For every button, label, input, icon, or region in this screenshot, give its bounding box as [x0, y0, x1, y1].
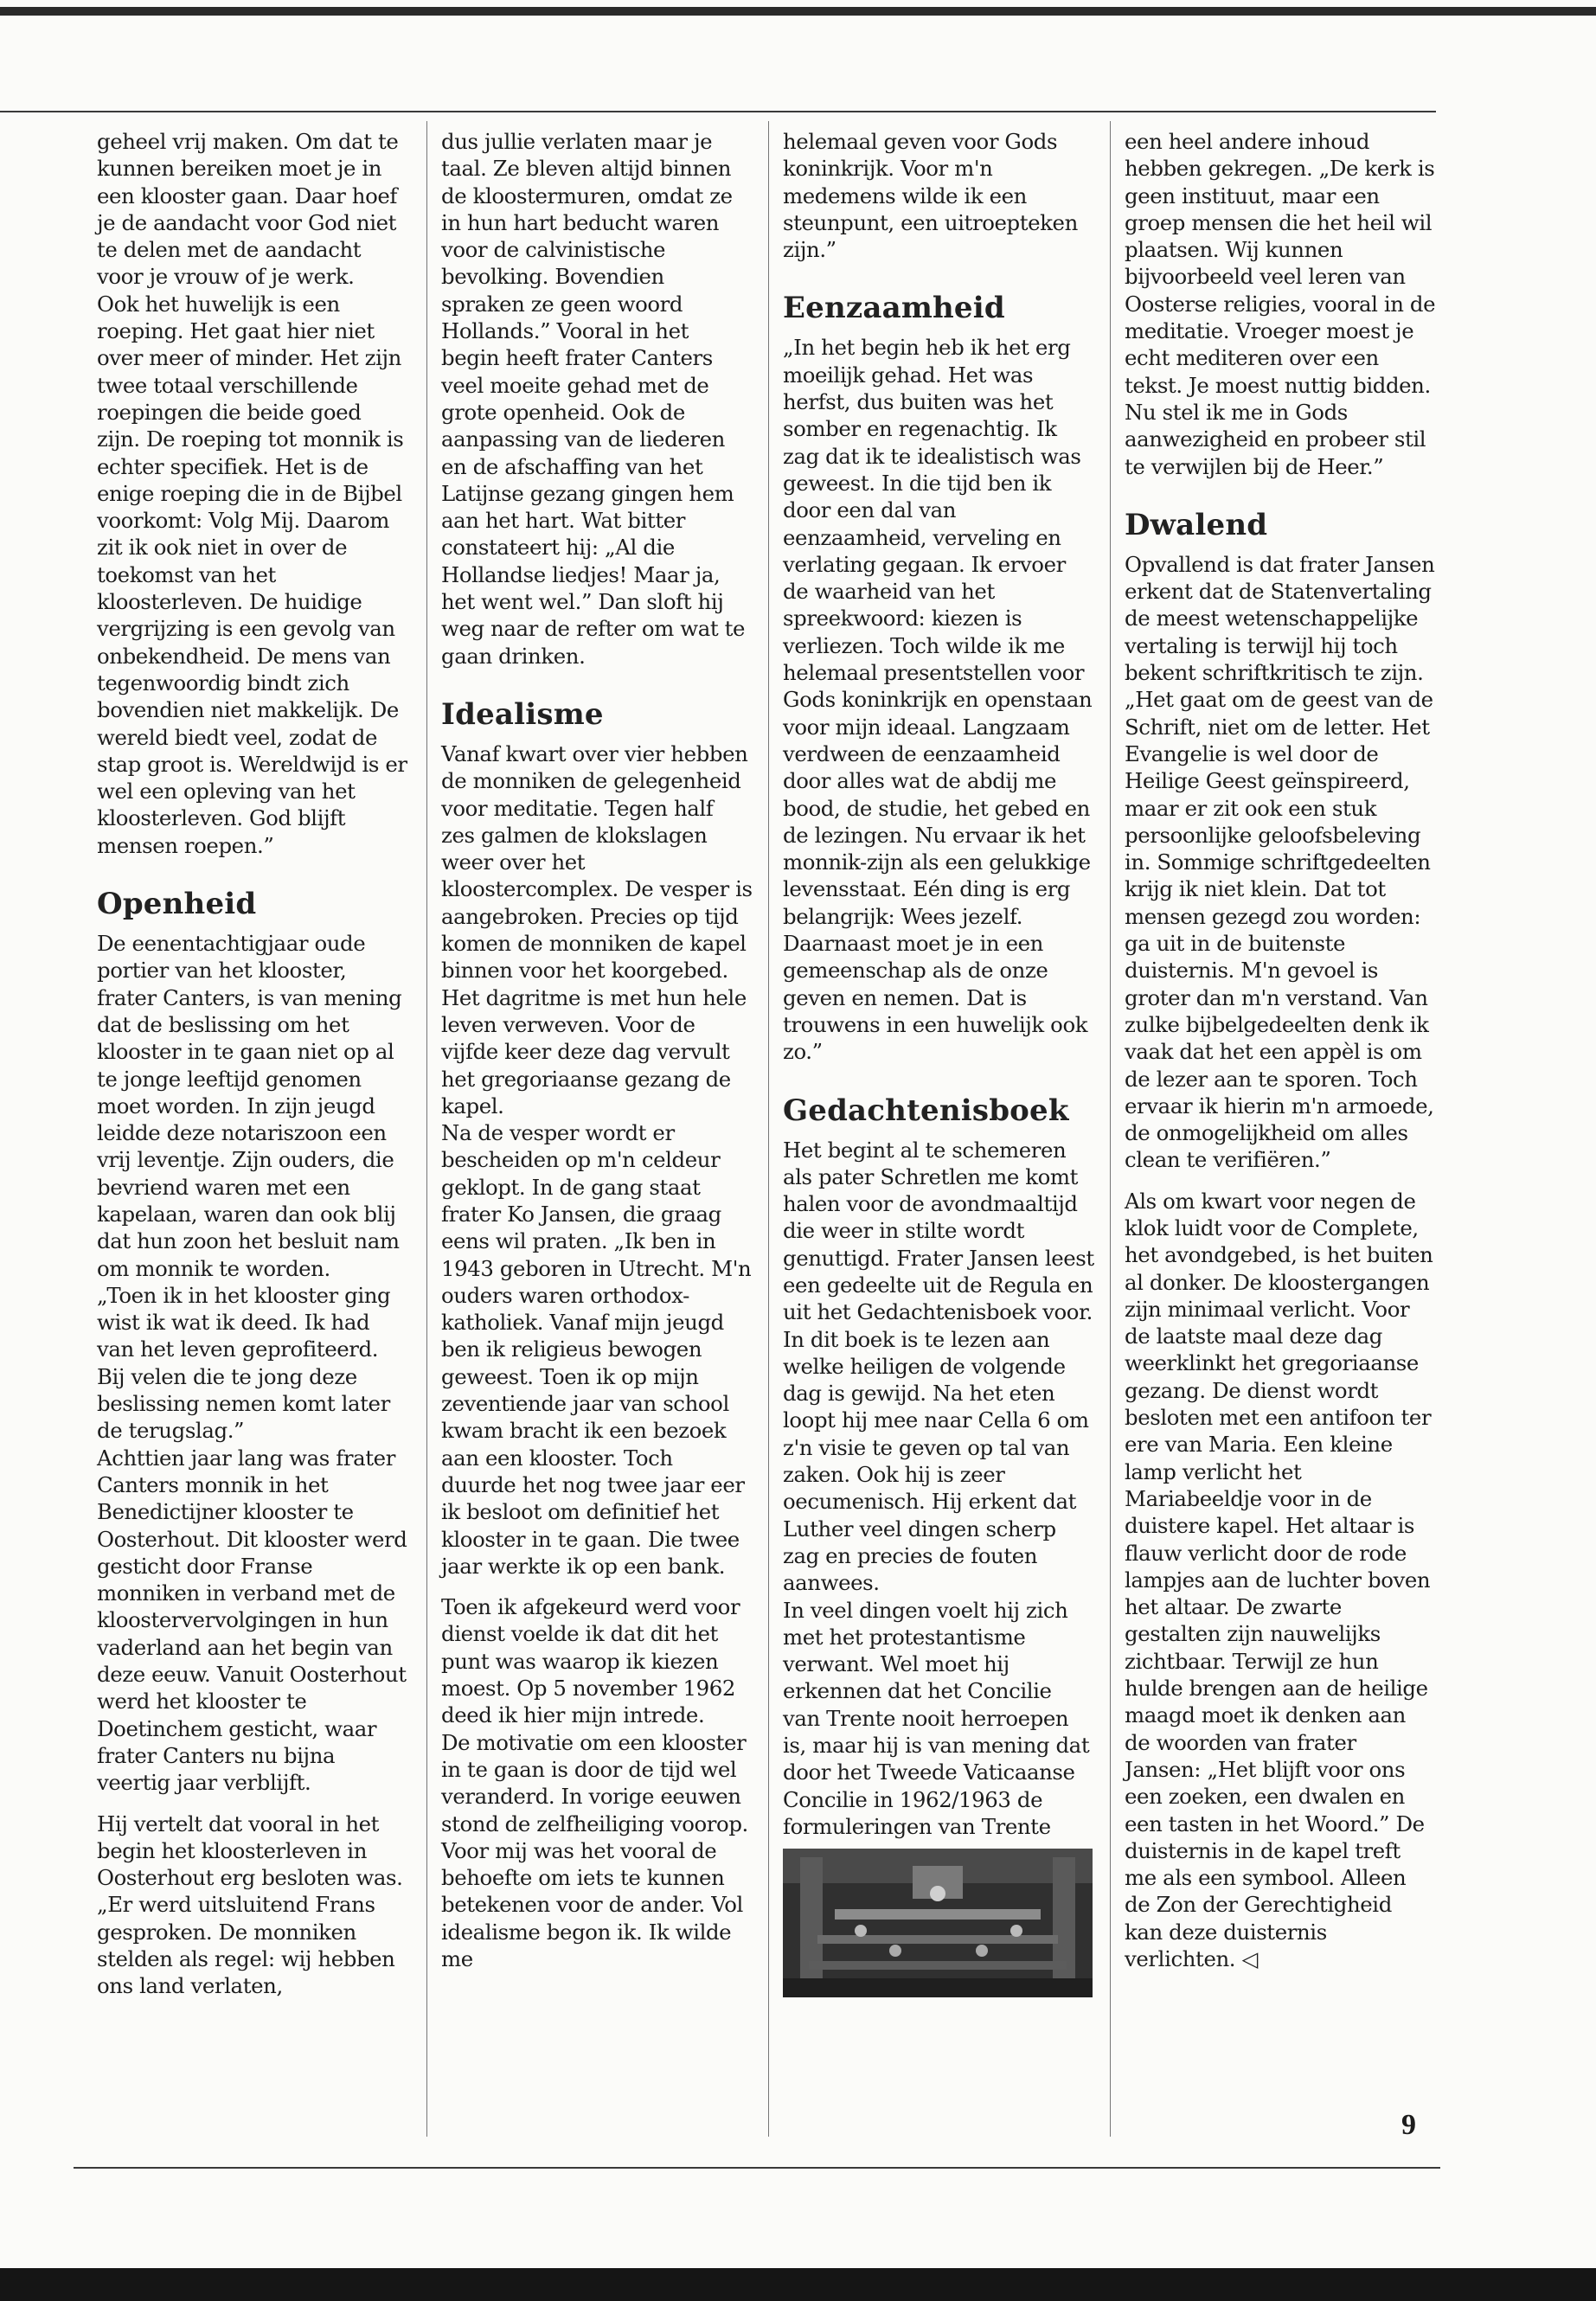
- footer-rule: [74, 2167, 1440, 2169]
- paragraph: helemaal geven voor Gods koninkrijk. Voor m'n medemens wilde ik een steunpunt, een uitroepteken zijn.”: [783, 129, 1078, 263]
- paragraph: geheel vrij maken. Om dat te kunnen bereiken moet je in een klooster gaan. Daar hoef je de aandacht voor God niet te delen met de aandacht voor je vrouw of je werk.: [97, 129, 399, 290]
- paragraph: Na de vesper wordt er bescheiden op m'n celdeur geklopt. In de gang staat frater Ko Jansen, die graag eens wil praten. „Ik ben in 1943 geboren in Utrecht. M'n ouders waren orthodox-katholiek. Vanaf mijn jeugd ben ik religieus bewogen geweest. Toen ik op mijn zeventiende jaar van school kwam bracht ik een bezoek aan een klooster. Toch duurde het nog twee jaar eer ik besloot om definitief het klooster in te gaan. Die twee jaar werkte ik op een bank.: [441, 1120, 752, 1579]
- chapel-photo: [783, 1849, 1093, 1997]
- article-column-2: [441, 128, 753, 1972]
- article-column-1: [97, 128, 408, 2000]
- paragraph-text: Als om kwart voor negen de klok luidt voor de Complete, het avondgebed, is het buiten al donker. De kloostergangen zijn minimaal verlicht. Voor de laatste maal deze dag weerklinkt het gregoriaanse gezang. De dienst wordt besloten met een antifoon ter ere van Maria. Een kleine lamp verlicht het Mariabeeldje voor in de duistere kapel. Het altaar is flauw verlicht door de rode lampjes aan de luchter boven het altaar. De zwarte gestalten zijn nauwelijks zichtbaar. Terwijl ze hun hulde brengen aan de heilige maagd moet ik denken aan de woorden van frater Jansen: „Het blijft voor ons een zoeken, een dwalen en een tasten in het Woord.” De duisternis in de kapel treft me als een symbool. Alleen de Zon der Gerechtigheid kan deze duisternis verlichten.: [1125, 1188, 1433, 1971]
- bottom-border-bar: [0, 2268, 1596, 2301]
- paragraph: „Toen ik in het klooster ging wist ik wat ik deed. Ik had van het leven geprofiteerd. Bij velen die te jong deze beslissing nemen komt later de terugslag.”: [97, 1282, 391, 1444]
- section-heading-dwalend: Dwalend: [1125, 507, 1268, 542]
- paragraph: Hij vertelt dat vooral in het begin het kloosterleven in Oosterhout erg besloten was. „Er werd uitsluitend Frans gesproken. De monniken stelden als regel: wij hebben ons land verlaten,: [97, 1811, 403, 1999]
- paragraph: [1125, 1188, 1436, 1973]
- section-heading-idealisme: Idealisme: [441, 696, 604, 732]
- header-rule: [0, 111, 1436, 112]
- paragraph: Vanaf kwart over vier hebben de monniken de gelegenheid voor meditatie. Tegen half zes galmen de klokslagen weer over het kloostercomplex. De vesper is aangebroken. Precies op tijd komen de monniken de kapel binnen voor het koorgebed. Het dagritme is met hun hele leven verweven. Voor de vijfde keer deze dag vervult het gregoriaanse gezang de kapel.: [441, 740, 753, 1118]
- paragraph: dus jullie verlaten maar je taal. Ze bleven altijd binnen de kloostermuren, omdat ze in hun hart beducht waren voor de calvinistische bevolking. Bovendien spraken ze geen woord Hollands.” Vooral in het begin heeft frater Canters veel moeite gehad met de grote openheid. Ook de aanpassing van de liederen en de afschaffing van het Latijnse gezang gingen hem aan het hart. Wat bitter constateert hij: „Al die Hollandse liedjes! Maar ja, het went wel.” Dan sloft hij weg naar de refter om wat te gaan drinken.: [441, 129, 746, 669]
- end-of-article-icon: ◁: [1241, 1946, 1258, 1971]
- paragraph: een heel andere inhoud hebben gekregen. „De kerk is geen instituut, maar een groep mensen die het heil wil plaatsen. Wij kunnen bijvoorbeeld veel leren van Oosterse religies, vooral in de meditatie. Vroeger moest je echt mediteren over een tekst. Je moest nuttig bidden. Nu stel ik me in Gods aanwezigheid en probeer stil te verwijlen bij de Heer.”: [1125, 129, 1436, 479]
- paragraph: De motivatie om een klooster in te gaan is door de tijd wel veranderd. In vorige eeuwen stond de zelfheiliging voorop. Voor mij was het vooral de behoefte om iets te kunnen betekenen voor de ander. Vol idealisme begon ik. Ik wilde me: [441, 1729, 748, 1971]
- paragraph: Toen ik afgekeurd werd voor dienst voelde ik dat dit het punt was waarop ik kiezen moest. Op 5 november 1962 deed ik hier mijn intrede.: [441, 1594, 740, 1728]
- paragraph: Achttien jaar lang was frater Canters monnik in het Benedictijner klooster te Oosterhout. Dit klooster werd gesticht door Franse monniken in verband met de kloostervervolgingen in hun vaderland aan het begin van deze eeuw. Vanuit Oosterhout werd het klooster te Doetinchem gesticht, waar frater Canters nu bijna veertig jaar verblijft.: [97, 1445, 407, 1796]
- column-divider: [426, 121, 427, 2137]
- article-column-4: [1125, 128, 1436, 1972]
- article-column-3: [783, 128, 1094, 1997]
- paragraph: In veel dingen voelt hij zich met het protestantisme verwant. Wel moet hij erkennen dat het Concilie van Trente nooit herroepen is, maar hij is van mening dat door het Tweede Vaticaanse Concilie in 1962/1963 de formuleringen van Trente: [783, 1597, 1090, 1839]
- section-heading-gedachtenisboek: Gedachtenisboek: [783, 1093, 1069, 1128]
- paragraph: „In het begin heb ik het erg moeilijk gehad. Het was herfst, dus buiten was het somber en regenachtig. Ik zag dat ik te idealistisch was geweest. In die tijd ben ik door een dal van eenzaamheid, verveling en verlating gegaan. Ik ervoer de waarheid van het spreekwoord: kiezen is verliezen. Toch wilde ik me helemaal presentstellen voor Gods koninkrijk en openstaan voor mijn ideaal. Langzaam verdween de eenzaamheid door alles wat de abdij me bood, de studie, het gebed en de lezingen. Nu ervaar ik het monnik-zijn als een gelukkige levensstaat. Eén ding is erg belangrijk: Wees jezelf. Daarnaast moet je in een gemeenschap als de onze geven en nemen. Dat is trouwens in een huwelijk ook zo.”: [783, 335, 1093, 1065]
- paragraph: Opvallend is dat frater Jansen erkent dat de Statenvertaling de meest wetenschappelijke vertaling is terwijl hij toch bekent schriftkritisch te zijn. „Het gaat om de geest van de Schrift, niet om de letter. Het Evangelie is wel door de Heilige Geest geïnspireerd, maar er zit ook een stuk persoonlijke geloofsbeleving in. Sommige schriftgedeelten krijg ik niet klein. Dat tot mensen gezegd zou worden: ga uit in de buitenste duisternis. M'n gevoel is groter dan m'n verstand. Van zulke bijbelgedeelten denk ik vaak dat het een appèl is om de lezer aan te sporen. Toch ervaar ik hierin m'n armoede, de onmogelijkheid om alles clean te verifiëren.”: [1125, 551, 1435, 1173]
- paragraph: Het begint al te schemeren als pater Schretlen me komt halen voor de avondmaaltijd die weer in stilte wordt genuttigd. Frater Jansen leest een gedeelte uit de Regula en uit het Gedachtenisboek voor. In dit boek is te lezen aan welke heiligen de volgende dag is gewijd. Na het eten loopt hij mee naar Cella 6 om z'n visie te geven op tal van zaken. Ook hij is zeer oecumenisch. Hij erkent dat Luther veel dingen scherp zag en precies de fouten aanwees.: [783, 1137, 1094, 1596]
- column-divider: [768, 121, 769, 2137]
- top-border-bar: [0, 7, 1596, 16]
- paragraph: Ook het huwelijk is een roeping. Het gaat hier niet over meer of minder. Het zijn twee totaal verschillende roepingen die beide goed zijn. De roeping tot monnik is echter specifiek. Het is de enige roeping die in de Bijbel voorkomt: Volg Mij. Daarom zit ik ook niet in over de toekomst van het kloosterleven. De huidige vergrijzing is een gevolg van onbekendheid. De mens van tegenwoordig bindt zich bovendien niet makkelijk. De wereld biedt veel, zodat de stap groot is. Wereldwijd is er wel een opleving van het kloosterleven. God blijft mensen roepen.”: [97, 291, 407, 858]
- section-heading-eenzaamheid: Eenzaamheid: [783, 291, 1005, 326]
- chapel-photo-image: [783, 1849, 1093, 1997]
- page-number: 9: [1401, 2109, 1416, 2141]
- section-heading-openheid: Openheid: [97, 887, 257, 922]
- paragraph: De eenentachtigjaar oude portier van het klooster, frater Canters, is van mening dat de beslissing om het klooster in te gaan niet op al te jonge leeftijd genomen moet worden. In zijn jeugd leidde deze notariszoon een vrij leventje. Zijn ouders, die bevriend waren met een kapelaan, waren dan ook blij dat hun zoon het besluit nam om monnik te worden.: [97, 931, 402, 1281]
- column-divider: [1110, 121, 1111, 2137]
